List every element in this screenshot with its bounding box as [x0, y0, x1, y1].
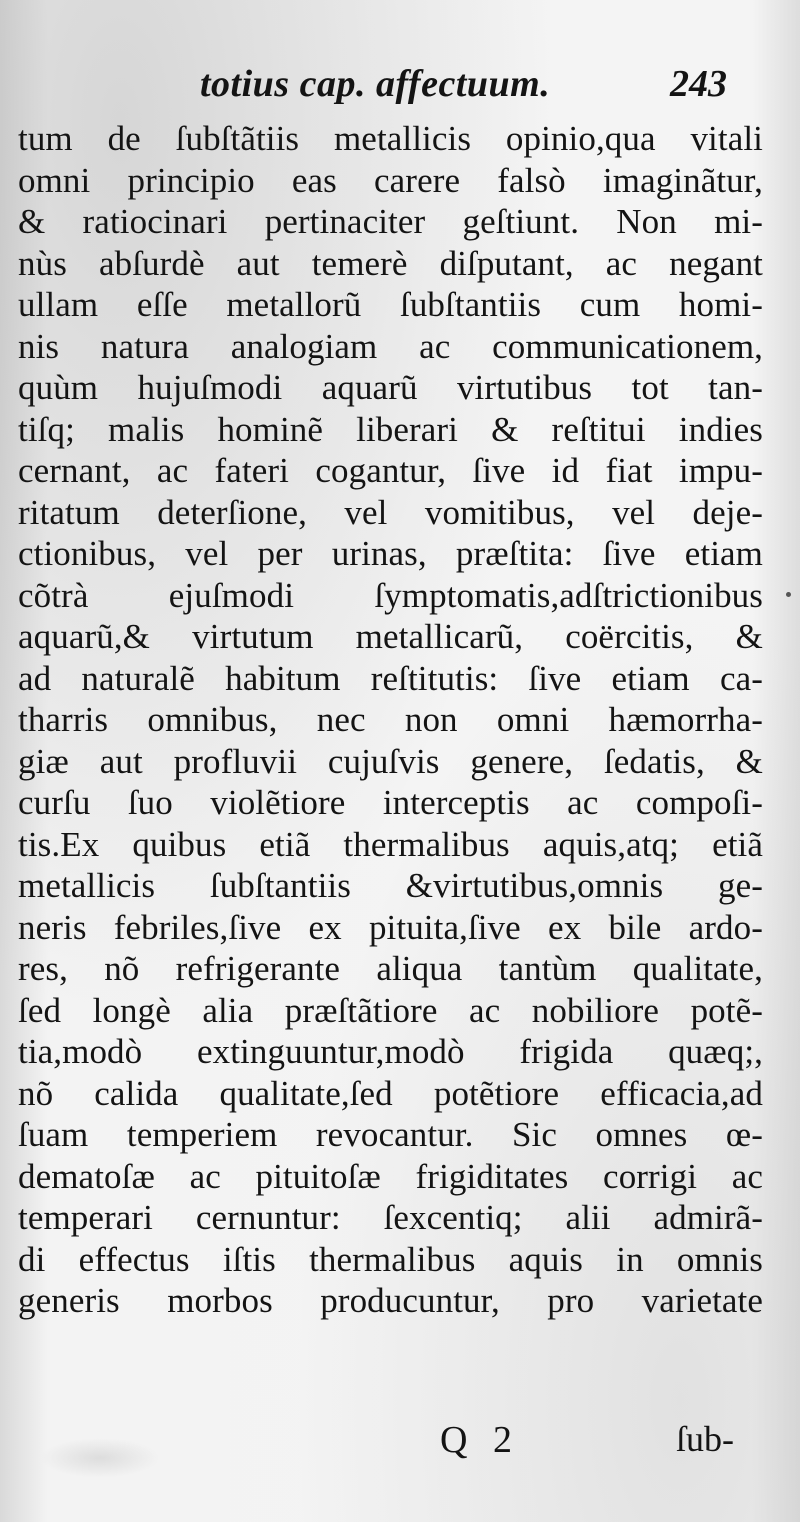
text-line: ad naturalẽ habitum reſtitutis: ſive etiam ca-: [18, 658, 763, 698]
text-line: giæ aut profluvii cujuſvis genere, ſedatis, &: [18, 741, 763, 781]
text-line: tum de ſubſtãtiis metallicis opinio,qua vitali: [18, 119, 763, 158]
text-line: ritatum deterſione, vel vomitibus, vel deje-: [18, 492, 763, 532]
text-line: cernant, ac fateri cogantur, ſive id fiat impu-: [18, 451, 763, 490]
text-line: dematoſæ ac pituitoſæ frigiditates corrigi ac: [18, 1156, 763, 1196]
text-line: & ratiocinari pertinaciter geſtiunt. Non mi-: [18, 202, 763, 241]
text-line: cõtrà ejuſmodi ſymptomatis,adſtrictionibus: [18, 575, 763, 615]
bleed-through-smudge: [40, 1438, 160, 1478]
running-title: totius cap. affectuum.: [200, 63, 551, 105]
text-line: curſu ſuo violẽtiore interceptis ac compoſi-: [18, 783, 763, 822]
text-line: tiſq; malis hominẽ liberari & reſtitui indies: [18, 409, 763, 449]
text-line: neris febriles,ſive ex pituita,ſive ex bile ardo-: [18, 907, 763, 947]
text-line: ſed longè alia præſtãtiore ac nobiliore potẽ-: [18, 990, 763, 1030]
signature-mark: Q 2: [440, 1419, 520, 1461]
text-line: res, nõ refrigerante aliqua tantùm qualitate,: [18, 949, 763, 988]
running-head: [0, 62, 800, 122]
text-line: ſuam temperiem revocantur. Sic omnes œ-: [18, 1115, 763, 1154]
page-number: 243: [670, 63, 727, 105]
text-line: aquarũ,& virtutum metallicarũ, coërcitis, &: [18, 617, 763, 656]
text-line: quùm hujuſmodi aquarũ virtutibus tot tan-: [18, 368, 763, 407]
text-line: tis.Ex quibus etiã thermalibus aquis,atq; etiã: [18, 824, 763, 864]
text-line: generis morbos producuntur, pro varietate: [18, 1281, 763, 1320]
text-line: tia,modò extinguuntur,modò frigida quæq;,: [18, 1032, 763, 1071]
text-line: di effectus iſtis thermalibus aquis in omnis: [18, 1239, 763, 1279]
text-line: nõ calida qualitate,ſed potẽtiore efficacia,ad: [18, 1073, 763, 1113]
text-line: tharris omnibus, nec non omni hæmorrha-: [18, 700, 763, 739]
ink-speck: [786, 592, 791, 597]
text-line: ctionibus, vel per urinas, præſtita: ſive etiam: [18, 534, 763, 573]
catchword: ſub-: [676, 1419, 734, 1459]
text-line: ullam eſſe metallorũ ſubſtantiis cum homi-: [18, 285, 763, 324]
text-line: nùs abſurdè aut temerè diſputant, ac negant: [18, 243, 763, 283]
text-line: nis natura analogiam ac communicationem,: [18, 326, 763, 366]
body-text: [18, 118, 763, 1322]
text-line: omni principio eas carere falsò imaginãtur,: [18, 160, 763, 200]
text-line: metallicis ſubſtantiis &virtutibus,omnis ge-: [18, 866, 763, 905]
text-line: temperari cernuntur: ſexcentiq; alii admirã-: [18, 1198, 763, 1237]
